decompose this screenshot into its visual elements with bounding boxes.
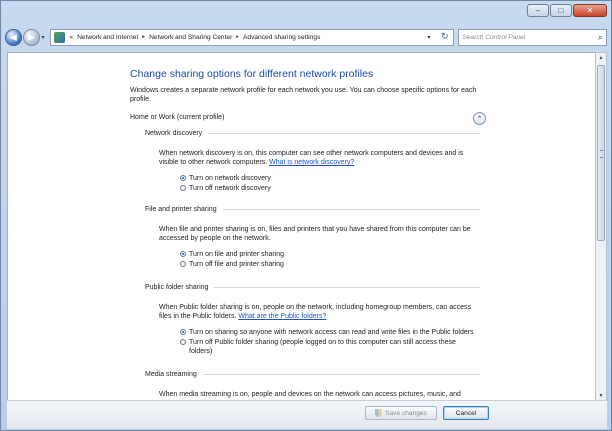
radio-label[interactable]: Turn off network discovery: [189, 185, 271, 192]
radio-turn-on-network-discovery[interactable]: [180, 174, 271, 183]
profile-label: Home or Work (current profile): [130, 114, 225, 121]
network-discovery-description: [159, 149, 484, 167]
media-streaming-description: When media streaming is on, people and devices on the network can access pictures, music, and: [159, 391, 461, 398]
network-discovery-help-link[interactable]: What is network discovery?: [269, 159, 355, 166]
navigation-bar: [5, 26, 607, 48]
search-input[interactable]: Search Control Panel: [462, 33, 526, 41]
radio-turn-on-file-printer-sharing[interactable]: [180, 250, 284, 259]
section-media-streaming: [145, 371, 480, 378]
radio-label[interactable]: Turn off Public folder sharing (people logged on to this computer can still access these folders): [189, 339, 456, 355]
profile-header[interactable]: [130, 112, 486, 126]
radio-label[interactable]: Turn off file and printer sharing: [189, 261, 284, 268]
title-bar: [1, 1, 611, 23]
radio-turn-off-network-discovery[interactable]: [180, 184, 271, 193]
radio-button-selected[interactable]: [180, 329, 186, 335]
chevron-up-icon: ⌃: [476, 115, 483, 123]
forward-button[interactable]: ▶: [23, 29, 40, 46]
page-title: Change sharing options for different network profiles: [130, 68, 374, 80]
caption-buttons: [527, 4, 607, 17]
file-printer-description: When file and printer sharing is on, files and printers that you have shared from this computer can be accessed by people on the network.: [159, 226, 471, 242]
section-network-discovery: [145, 130, 480, 137]
radio-label[interactable]: Turn on network discovery: [189, 175, 271, 182]
radio-button[interactable]: [180, 185, 186, 191]
section-title: Media streaming: [145, 371, 197, 378]
back-button[interactable]: ◀: [5, 29, 22, 46]
vertical-scrollbar[interactable]: [595, 52, 607, 402]
address-bar[interactable]: [50, 29, 453, 46]
uac-shield-icon: [375, 409, 382, 417]
search-box[interactable]: [458, 29, 607, 46]
breadcrumb-overflow[interactable]: «: [69, 33, 74, 41]
save-changes-label: Save changes: [385, 409, 427, 417]
public-folders-help-link[interactable]: What are the Public folders?: [238, 313, 327, 320]
public-folder-description: [159, 303, 484, 321]
section-public-folder-sharing: [145, 284, 480, 291]
section-title: Public folder sharing: [145, 284, 209, 291]
divider: [223, 209, 480, 210]
scroll-up-arrow-icon[interactable]: ▲: [598, 55, 604, 61]
scroll-down-arrow-icon[interactable]: ▼: [598, 393, 604, 399]
save-changes-button[interactable]: [365, 406, 437, 420]
breadcrumb-separator-icon[interactable]: ▸: [236, 34, 240, 40]
breadcrumb-network-internet[interactable]: Network and Internet: [77, 33, 139, 41]
radio-turn-off-file-printer-sharing[interactable]: [180, 260, 284, 269]
maximize-button[interactable]: □: [550, 4, 572, 17]
radio-button[interactable]: [180, 339, 186, 345]
cancel-button[interactable]: Cancel: [443, 406, 489, 420]
divider: [203, 374, 480, 375]
divider: [214, 287, 480, 288]
radio-button-selected[interactable]: [180, 251, 186, 257]
collapse-profile-button[interactable]: [473, 112, 486, 125]
radio-turn-off-public-folder-sharing[interactable]: [180, 338, 480, 356]
breadcrumb-network-sharing-center[interactable]: Network and Sharing Center: [149, 33, 233, 41]
close-button[interactable]: ✕: [573, 4, 607, 17]
footer-bar: [7, 400, 607, 429]
address-dropdown-icon[interactable]: ▾: [427, 34, 431, 41]
minimize-button[interactable]: –: [527, 4, 549, 17]
radio-label[interactable]: Turn on file and printer sharing: [189, 251, 285, 258]
section-file-printer-sharing: [145, 206, 480, 213]
breadcrumb-separator-icon[interactable]: ▸: [142, 34, 146, 40]
control-panel-icon: [54, 32, 65, 43]
divider: [208, 133, 480, 134]
section-title: Network discovery: [145, 130, 203, 137]
search-icon[interactable]: ⌕: [597, 31, 603, 42]
content-pane: [7, 52, 597, 402]
section-title: File and printer sharing: [145, 206, 217, 213]
radio-turn-on-public-folder-sharing[interactable]: [180, 328, 490, 337]
description-text: When Public folder sharing is on, people on the network, including homegroup members, can access files in the Public folders.: [159, 304, 472, 320]
description-text: When network discovery is on, this computer can see other network computers and devices and is visible to other network computers.: [159, 150, 464, 166]
intro-text: Windows creates a separate network profile for each network you use. You can choose specific options for each profile.: [130, 87, 477, 103]
refresh-icon[interactable]: ↻: [440, 30, 449, 41]
radio-button-selected[interactable]: [180, 175, 186, 181]
radio-label[interactable]: Turn on sharing so anyone with network access can read and write files in the Public folders: [189, 329, 474, 336]
breadcrumb-advanced-sharing[interactable]: Advanced sharing settings: [243, 33, 321, 41]
scroll-thumb[interactable]: [597, 65, 605, 241]
radio-button[interactable]: [180, 261, 186, 267]
recent-pages-dropdown[interactable]: ▾: [41, 34, 45, 41]
